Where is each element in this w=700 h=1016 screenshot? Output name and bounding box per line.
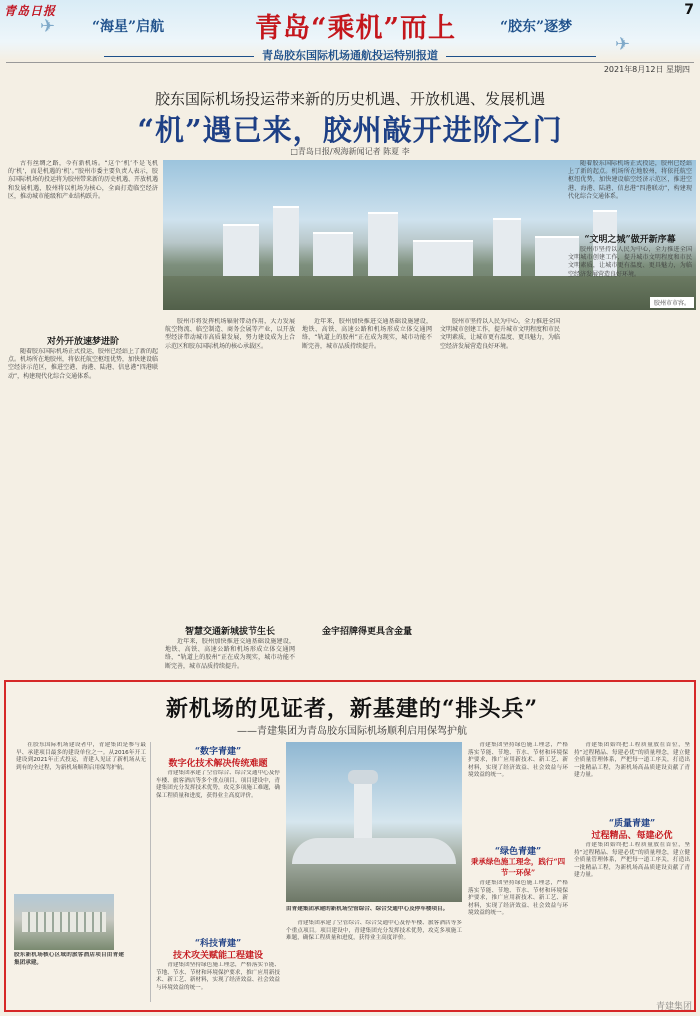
hotel-facade-shape <box>22 912 106 932</box>
terminal-shape <box>292 838 456 864</box>
card-tech-subtitle: 技术攻关赋能工程建设 <box>172 951 263 961</box>
lead-column-6: 胶州市坚持以人民为中心，全力推进全国文明城市创建工作，提升城市文明程度和市民文明素质，让城市更有温度、更具魅力，为临空经济发展营造良好环境。 <box>568 246 692 278</box>
page-number: 7 <box>684 2 694 18</box>
feature-column-1: 在胶东国际机场建设者中，青建集团是参与最早、承建项目最多的建设单位之一。从2016年开工建设到2021年正式投运，青建人见证了新机场从无到有的全过程，为新机场顺利启用保驾护航。 <box>16 742 146 771</box>
lead-column-5: 随着胶东国际机场正式投运，胶州已经站上了新的起点。机场所在地胶州，将依托航空枢纽优势，加快建设临空经济示范区，推进空港、海港、陆港、信息港“四港联动”，构建现代化综合交通体系。 <box>568 160 692 200</box>
lead-column-3: 近年来，胶州加快推进交通基础设施建设，地铁、高铁、高速公路和机场形成立体交通网络，“轨道上的胶州”正在成为现实，城市功能不断完善，城市品质持续提升。 <box>302 318 432 350</box>
subhead-golden-brand: 金宇招牌得更具含金量 <box>321 627 412 637</box>
lead-column-4: 胶州市坚持以人民为中心，全力推进全国文明城市创建工作，提升城市文明程度和市民文明素质，让城市更有温度、更具魅力，为临空经济发展营造良好环境。 <box>440 318 560 350</box>
lead-column-1: 随着胶东国际机场正式投运，胶州已经站上了新的起点。机场所在地胶州，将依托航空枢纽优势，加快建设临空经济示范区，推进空港、海港、陆港、信息港“四港联动”，构建现代化综合交通体系。 <box>8 348 158 380</box>
building-shape <box>493 218 521 276</box>
subhead-smart-transport: 智慧交通新城拔节生长 <box>184 627 275 637</box>
building-shape <box>413 240 473 276</box>
building-shape <box>313 232 353 276</box>
hotel-project-photo <box>14 894 114 950</box>
feature-photo-control-tower <box>286 742 462 902</box>
building-shape <box>368 212 398 276</box>
card-green-title: “绿色青建” <box>494 847 542 857</box>
lead-photo-caption: 胶州市市容。 <box>650 297 694 308</box>
subhead-civilized-city: “文明之城”做开新序幕 <box>584 235 676 245</box>
lead-byline: □青岛日报/观海新闻记者 陈夏 李 <box>290 147 410 156</box>
feature-column-4b: 青建集团坚持绿色施工理念，严格落实节能、节地、节水、节材和环境保护要求，推广应用新技术、新工艺、新材料，实现了经济效益、社会效益与环境效益的统一。 <box>468 880 568 917</box>
hotel-photo-caption: 胶东新机场核心区域的旅客酒店项目由青建集团承建。 <box>14 952 124 966</box>
card-digital-subtitle: 数字化技术解决传统难题 <box>168 759 268 769</box>
airplane-icon: ✈ <box>40 16 56 37</box>
building-shape <box>223 224 259 276</box>
lead-headline: “机”遇已来，胶州敲开进阶之门 <box>137 113 563 147</box>
control-tower-shape <box>354 770 372 846</box>
building-shape <box>273 206 299 276</box>
feature-headline: 新机场的见证者，新基建的“排头兵” <box>165 696 539 722</box>
lead-kicker: 胶东国际机场投运带来新的历史机遇、开放机遇、发展机遇 <box>154 90 545 108</box>
feature-photo-caption: 由青建集团承建的新机场空管综合、综合交通中心及停车楼项目。 <box>286 906 449 912</box>
newspaper-brand: 青岛日报 <box>4 4 57 18</box>
lead-column-2b: 近年来，胶州加快推进交通基础设施建设，地铁、高铁、高速公路和机场形成立体交通网络，“轨道上的胶州”正在成为现实，城市功能不断完善，城市品质持续提升。 <box>165 638 295 670</box>
subhead-opening: 对外开放速梦进阶 <box>46 337 119 347</box>
feature-column-5b: 青建集团始终把工程质量放在首位，坚持“过程精品、每建必优”的质量理念，建立健全质量管理体系，严把每一道工序关，打造出一批精品工程，为新机场高品质建设贡献了青建力量。 <box>574 842 690 879</box>
center-slogan: 青岛“乘机”而上 <box>255 13 457 44</box>
feature-column-4: 青建集团坚持绿色施工理念，严格落实节能、节地、节水、节材和环境保护要求，推广应用新技术、新工艺、新材料，实现了经济效益、社会效益与环境效益的统一。 <box>468 742 568 779</box>
left-slogan: “海星”启航 <box>92 19 165 35</box>
issue-date: 2021年8月12日 星期四 <box>603 65 690 74</box>
feature-column-2: 青建集团承建了空管综合、综合交通中心及停车楼、旅客酒店等多个重点项目。项目建设中，青建集团充分发挥技术优势，攻克多项施工难题，确保工程质量和进度，获得业主高度评价。 <box>156 770 280 799</box>
right-slogan: “胶东”逐梦 <box>500 19 573 35</box>
column-divider <box>150 742 151 1002</box>
masthead <box>0 0 700 60</box>
feature-column-2b: 青建集团坚持绿色施工理念，严格落实节能、节地、节水、节材和环境保护要求，推广应用新技术、新工艺、新材料，实现了经济效益、社会效益与环境效益的统一。 <box>156 962 280 991</box>
card-digital-title: “数字青建” <box>194 747 242 757</box>
sub-banner: 青岛胶东国际机场通航投运特别报道 <box>0 47 700 61</box>
feature-column-3: 青建集团承建了空管综合、综合交通中心及停车楼、旅客酒店等多个重点项目。项目建设中，青建集团充分发挥技术优势，攻克多项施工难题，确保工程质量和进度，获得业主高度评价。 <box>286 920 462 942</box>
card-quality-subtitle: 过程精品、每建必优 <box>591 831 673 841</box>
card-green-subtitle: 秉承绿色施工理念，践行“四节一环保” <box>470 857 566 877</box>
airplane-icon: ✈ <box>615 34 631 55</box>
source-watermark: 青建集团 <box>655 1002 692 1012</box>
feature-subtitle: ——青建集团为青岛胶东国际机场顺利启用保驾护航 <box>237 726 467 737</box>
header-rule <box>6 62 694 63</box>
card-tech-title: “科技青建” <box>194 939 242 949</box>
card-quality-title: “质量青建” <box>608 819 656 829</box>
feature-column-5: 青建集团始终把工程质量放在首位，坚持“过程精品、每建必优”的质量理念，建立健全质量管理体系，严把每一道工序关，打造出一批精品工程，为新机场高品质建设贡献了青建力量。 <box>574 742 690 779</box>
lead-intro-column: 古有丝绸之路，今有新机场。“这个‘机’不是飞机的‘机’，而是机遇的‘机’。”胶州市委主要负责人表示，胶东国际机场的投运将为胶州带来新的历史机遇、开放机遇和发展机遇，胶州将以机场为核心，全面打造临空经济区，推动城市能级和产业结构跃升。 <box>8 160 158 200</box>
lead-column-2: 胶州市将发挥机场辐射带动作用，大力发展航空物流、临空制造、商务会展等产业，以开放型经济带动城市高质量发展，努力建设成为上合示范区和胶东国际机场的核心承载区。 <box>165 318 295 350</box>
